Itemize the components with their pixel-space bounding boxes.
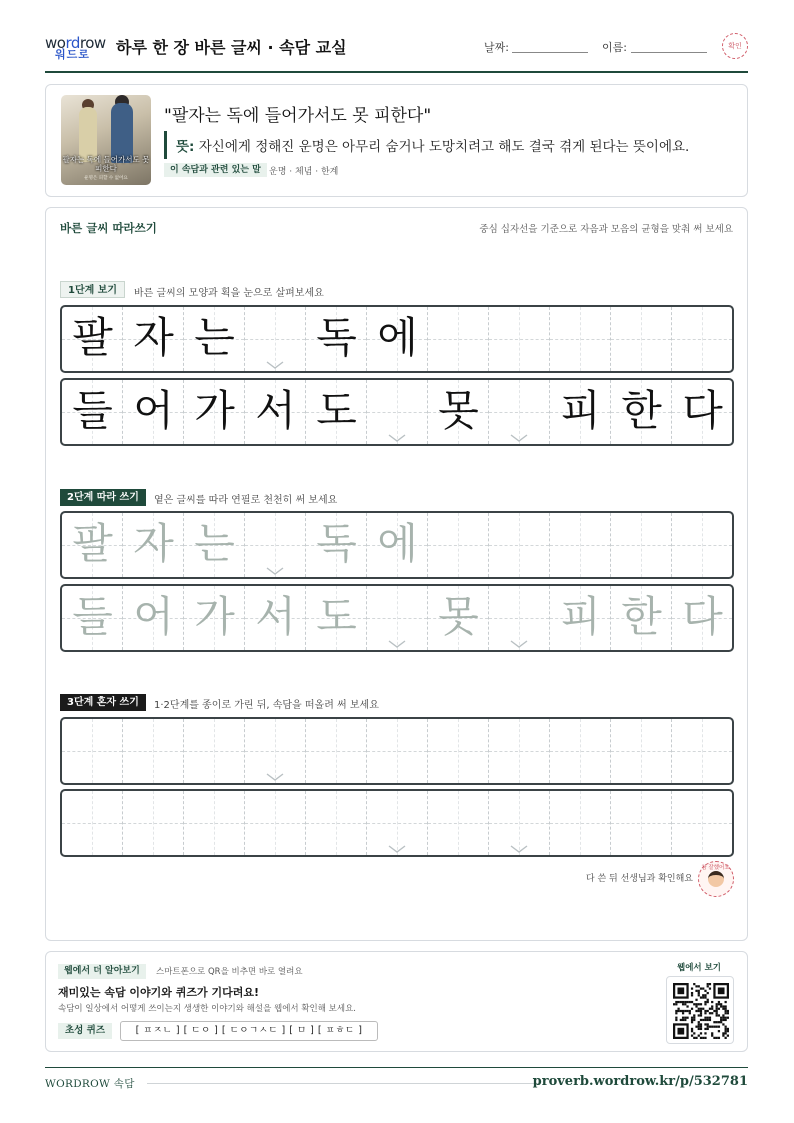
grid-cell[interactable] (489, 513, 550, 577)
well-done-stamp: 참 잘했어요 (698, 861, 734, 897)
grid-cell[interactable] (733, 719, 734, 783)
footer-url[interactable]: proverb.wordrow.kr/p/532781 (532, 1074, 748, 1089)
name-field[interactable] (631, 52, 707, 53)
trace-character: 피 (560, 592, 601, 641)
grid-cell (123, 307, 184, 371)
grid-cell[interactable] (367, 719, 428, 783)
grid-cell[interactable] (672, 586, 733, 650)
proverb-meaning: 뜻: 자신에게 정해진 운명은 아무리 숨거나 도망치려고 해도 결국 겪게 된다는 뜻이에요. (176, 139, 690, 155)
grid-cell[interactable] (62, 791, 123, 855)
grid-cell[interactable] (367, 513, 428, 577)
grid-cell[interactable] (672, 719, 733, 783)
date-field[interactable] (512, 52, 588, 53)
thumbnail-caption: 팔자는 독에 들어가서도 못 피한다 (62, 155, 150, 173)
grid-cell[interactable] (123, 586, 184, 650)
trace-character: 가 (194, 592, 235, 641)
web-more-hint: 스마트폰으로 QR을 비추면 바로 열려요 (156, 967, 303, 977)
trace-character: 한 (621, 592, 662, 641)
grid-cell (733, 307, 734, 371)
grid-cell[interactable] (428, 586, 489, 650)
model-character: 못 (438, 386, 479, 435)
logo-subtitle: 워드로 (55, 48, 90, 61)
trace-character: 서 (255, 592, 296, 641)
trace-character: 는 (194, 519, 235, 568)
space-mark-icon (265, 767, 285, 777)
grid-cell[interactable] (489, 586, 550, 650)
teacher-check-note: 다 쓴 뒤 선생님과 확인해요 (585, 874, 693, 884)
footer-divider (45, 1067, 748, 1068)
grid-cell (611, 380, 672, 444)
trace-character: 들 (72, 592, 113, 641)
practice-hint: 중심 십자선을 기준으로 자음과 모음의 균형을 맞춰 써 보세요 (479, 224, 733, 235)
grid-cell[interactable] (184, 586, 245, 650)
model-character: 도 (316, 386, 357, 435)
step1-row-2 (60, 378, 734, 446)
grid-cell[interactable] (611, 719, 672, 783)
grid-cell[interactable] (245, 791, 306, 855)
date-label: 날짜: (484, 41, 509, 54)
step3-desc: 1·2단계를 종이로 가린 뒤, 속담을 떠올려 써 보세요 (154, 700, 379, 711)
grid-cell[interactable] (611, 513, 672, 577)
model-character: 들 (72, 386, 113, 435)
grid-cell (550, 307, 611, 371)
space-mark-icon (509, 634, 529, 644)
grid-cell[interactable] (306, 513, 367, 577)
step2-row-1[interactable] (60, 511, 734, 579)
grid-cell (489, 380, 550, 444)
grid-cell[interactable] (62, 513, 123, 577)
grid-cell[interactable] (62, 586, 123, 650)
qr-code-icon (673, 983, 729, 1039)
grid-cell[interactable] (123, 791, 184, 855)
model-character: 한 (621, 386, 662, 435)
grid-cell (672, 307, 733, 371)
footer-brand: WORDROW 속담 (45, 1078, 135, 1090)
model-character: 독 (316, 313, 357, 362)
grid-cell[interactable] (672, 791, 733, 855)
space-mark-icon (265, 355, 285, 365)
trace-character: 못 (438, 592, 479, 641)
grid-cell[interactable] (367, 791, 428, 855)
grid-cell[interactable] (611, 791, 672, 855)
grid-cell[interactable] (123, 513, 184, 577)
grid-cell[interactable] (672, 513, 733, 577)
proverb-title: "팔자는 독에 들어가서도 못 피한다" (164, 106, 432, 126)
name-label: 이름: (602, 41, 627, 54)
grid-cell[interactable] (489, 719, 550, 783)
space-mark-icon (509, 839, 529, 849)
grid-cell[interactable] (550, 791, 611, 855)
grid-cell[interactable] (123, 719, 184, 783)
trace-character: 다 (682, 592, 723, 641)
step1-desc: 바른 글씨의 모양과 획을 눈으로 살펴보세요 (134, 288, 324, 299)
model-character: 팔 (72, 313, 113, 362)
grid-cell[interactable] (489, 791, 550, 855)
grid-cell[interactable] (428, 513, 489, 577)
grid-cell[interactable] (184, 791, 245, 855)
related-words-label: 이 속담과 관련 있는 말 (164, 163, 267, 177)
web-more-card (45, 951, 748, 1052)
grid-cell (245, 307, 306, 371)
grid-cell[interactable] (306, 791, 367, 855)
thumbnail-subcaption: 운명은 피할 수 없어요 (84, 176, 128, 181)
practice-card (45, 207, 748, 941)
grid-cell (428, 380, 489, 444)
step3-row-1[interactable] (60, 717, 734, 785)
grid-cell[interactable] (550, 719, 611, 783)
step2-badge: 2단계 따라 쓰기 (60, 489, 146, 506)
step3-badge: 3단계 혼자 쓰기 (60, 694, 146, 711)
space-mark-icon (509, 428, 529, 438)
grid-cell (245, 380, 306, 444)
trace-character: 독 (316, 519, 357, 568)
grid-cell (184, 307, 245, 371)
step2-desc: 옅은 글씨를 따라 연필로 천천히 써 보세요 (154, 495, 338, 506)
trace-character: 도 (316, 592, 357, 641)
trace-character: 어 (133, 592, 174, 641)
grid-cell (62, 307, 123, 371)
trace-character: 에 (377, 519, 418, 568)
related-words: 운명 · 체념 · 한계 (269, 167, 339, 177)
model-character: 피 (560, 386, 601, 435)
confirm-stamp: 확인 (722, 33, 748, 59)
step1-row-1 (60, 305, 734, 373)
grid-cell (672, 380, 733, 444)
grid-cell (733, 380, 734, 444)
grid-cell (367, 307, 428, 371)
grid-cell[interactable] (550, 586, 611, 650)
grid-cell[interactable] (367, 586, 428, 650)
grid-cell[interactable] (184, 513, 245, 577)
grid-cell (550, 380, 611, 444)
space-mark-icon (387, 839, 407, 849)
grid-cell (306, 380, 367, 444)
space-mark-icon (265, 561, 285, 571)
grid-cell (367, 380, 428, 444)
grid-cell[interactable] (428, 719, 489, 783)
step1-badge: 1단계 보기 (60, 281, 125, 298)
grid-cell (306, 307, 367, 371)
grid-cell (489, 307, 550, 371)
grid-cell[interactable] (733, 513, 734, 577)
qr-label: 웹에서 보기 (676, 963, 721, 973)
trace-character: 팔 (72, 519, 113, 568)
grid-cell (123, 380, 184, 444)
proverb-card (45, 84, 748, 197)
grid-cell (184, 380, 245, 444)
grid-cell[interactable] (611, 586, 672, 650)
model-character: 자 (133, 313, 174, 362)
grid-cell[interactable] (428, 791, 489, 855)
grid-cell[interactable] (733, 586, 734, 650)
page-title: 하루 한 장 바른 글씨 · 속담 교실 (116, 38, 347, 57)
grid-cell[interactable] (184, 719, 245, 783)
step3-row-2[interactable] (60, 789, 734, 857)
model-character: 에 (377, 313, 418, 362)
trace-character: 자 (133, 519, 174, 568)
model-character: 어 (133, 386, 174, 435)
model-character: 가 (194, 386, 235, 435)
wordrow-logo: wordrow (45, 34, 106, 52)
page-header (45, 30, 748, 73)
web-more-desc: 속담이 일상에서 어떻게 쓰이는지 생생한 이야기와 해설을 웹에서 확인해 보세요. (58, 1004, 356, 1014)
qr-code[interactable] (666, 976, 734, 1044)
footer-rule (147, 1083, 539, 1084)
grid-cell[interactable] (245, 513, 306, 577)
model-character: 다 (682, 386, 723, 435)
space-mark-icon (387, 634, 407, 644)
step2-row-2[interactable] (60, 584, 734, 652)
space-mark-icon (387, 428, 407, 438)
grid-cell (62, 380, 123, 444)
proverb-thumbnail (61, 95, 151, 185)
grid-cell[interactable] (62, 719, 123, 783)
practice-title: 바른 글씨 따라쓰기 (60, 221, 157, 235)
grid-cell[interactable] (306, 586, 367, 650)
grid-cell[interactable] (245, 719, 306, 783)
web-more-badge: 웹에서 더 알아보기 (58, 964, 146, 979)
grid-cell[interactable] (245, 586, 306, 650)
grid-cell[interactable] (550, 513, 611, 577)
initial-quiz-label: 초성 퀴즈 (58, 1023, 112, 1039)
grid-cell (428, 307, 489, 371)
meaning-accent-bar (164, 131, 167, 159)
grid-cell[interactable] (306, 719, 367, 783)
grid-cell[interactable] (733, 791, 734, 855)
model-character: 서 (255, 386, 296, 435)
web-more-title: 재미있는 속담 이야기와 퀴즈가 기다려요! (58, 986, 259, 999)
initial-quiz-box: [ ㅍㅈㄴ ] [ ㄷㅇ ] [ ㄷㅇㄱㅅㄷ ] [ ㅁ ] [ ㅍㅎㄷ ] (120, 1021, 378, 1041)
model-character: 는 (194, 313, 235, 362)
grid-cell (611, 307, 672, 371)
